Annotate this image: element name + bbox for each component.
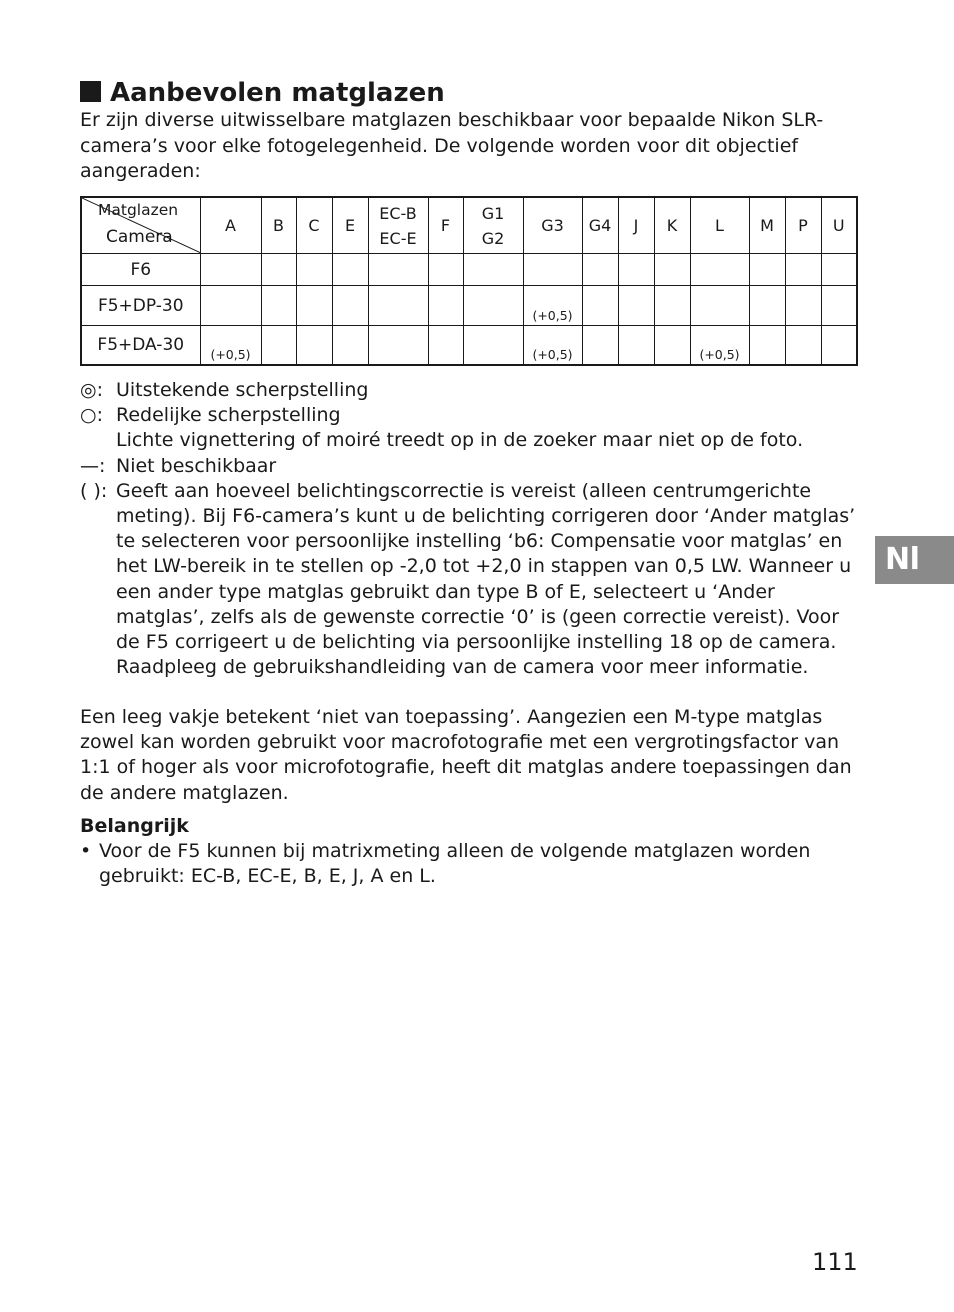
column-header: K [654, 197, 690, 254]
table-cell [261, 326, 296, 366]
table-cell [582, 286, 618, 326]
table-cell [582, 326, 618, 366]
circle-icon: ○: [80, 404, 103, 427]
column-header: E [332, 197, 368, 254]
corner-label-screens: Matglazen [98, 201, 179, 219]
table-cell [428, 254, 463, 286]
table-cell [296, 286, 332, 326]
legend-text: Uitstekende scherpstelling [116, 379, 369, 401]
table-cell [296, 254, 332, 286]
legend-item-unavailable [80, 454, 860, 479]
language-tab: Nl [875, 536, 954, 584]
table-cell [332, 286, 368, 326]
table-cell [690, 254, 749, 286]
legend-symbol: ○ [80, 404, 97, 427]
column-header [368, 197, 428, 254]
column-header: C [296, 197, 332, 254]
column-header: L [690, 197, 749, 254]
table-cell [200, 326, 261, 366]
table-cell [749, 326, 785, 366]
table-cell [749, 254, 785, 286]
table-cell [821, 286, 857, 326]
table-cell [368, 326, 428, 366]
table-cell [428, 286, 463, 326]
legend-symbol: ( ) [80, 479, 101, 502]
correction-note: (+0,5) [532, 347, 573, 362]
legend-item-correction [80, 479, 860, 681]
correction-note: (+0,5) [699, 347, 740, 362]
column-header: B [261, 197, 296, 254]
legend-text: Niet beschikbaar [116, 454, 277, 477]
legend [80, 378, 860, 680]
list-item [80, 839, 860, 889]
heading-square-icon [80, 81, 101, 102]
table-cell [821, 326, 857, 366]
column-header: U [821, 197, 857, 254]
table-cell [618, 286, 654, 326]
column-header: M [749, 197, 785, 254]
column-header: G3 [523, 197, 582, 254]
camera-cell: F5+DA-30 [81, 326, 200, 366]
table-cell [523, 326, 582, 366]
section-heading [80, 76, 445, 110]
legend-symbol: ◎ [80, 379, 97, 401]
body-paragraph: Een leeg vakje betekent ‘niet van toepassing’. Aangezien een M-type matglas zowel kan worden gebruikt voor macrofotografie met een vergrotingsfactor van 1:1 of hoger als voor microfotografie, heeft dit matglas andere toepassingen dan de andere matglazen. [80, 706, 852, 804]
intro-text: Er zijn diverse uitwisselbare matglazen beschikbaar voor bepaalde Nikon SLR-camera’s voor elke fotogelegenheid. De volgende worden voor dit objectief aangeraden: [80, 109, 824, 182]
table-corner-cell [81, 197, 200, 254]
table-row [81, 286, 857, 326]
table-cell [368, 286, 428, 326]
legend-text: Redelijke scherpstelling [116, 404, 341, 427]
bullet-icon: • [80, 840, 92, 862]
table-cell [463, 254, 523, 286]
important-list [80, 839, 860, 889]
table-cell [428, 326, 463, 366]
column-header [463, 197, 523, 254]
column-header-line: G1 [481, 203, 505, 223]
table-cell [785, 326, 821, 366]
corner-label-camera: Camera [106, 227, 173, 247]
correction-note: (+0,5) [210, 347, 251, 362]
table-cell [654, 254, 690, 286]
legend-item-acceptable [80, 403, 860, 428]
table-cell [463, 286, 523, 326]
column-header: P [785, 197, 821, 254]
legend-item-excellent [80, 378, 860, 403]
parentheses-icon: ( ): [80, 479, 108, 502]
table-cell [690, 286, 749, 326]
dash-icon: —: [80, 454, 106, 477]
column-header: J [618, 197, 654, 254]
important-heading: Belangrijk [80, 815, 189, 837]
table-cell [618, 254, 654, 286]
table-cell [618, 326, 654, 366]
table-cell [654, 326, 690, 366]
table-cell [582, 254, 618, 286]
table-row [81, 326, 857, 366]
correction-note: (+0,5) [532, 308, 573, 323]
table-cell [200, 286, 261, 326]
table-cell [785, 254, 821, 286]
column-header: F [428, 197, 463, 254]
table-row [81, 254, 857, 286]
double-circle-icon: ◎: [80, 379, 103, 401]
camera-cell: F6 [81, 254, 200, 286]
table-cell [690, 326, 749, 366]
table-cell [261, 254, 296, 286]
table-cell [463, 326, 523, 366]
section-title: Aanbevolen matglazen [110, 78, 445, 108]
page-number: 111 [812, 1248, 858, 1276]
legend-note: Lichte vignettering of moiré treedt op in de zoeker maar niet op de foto. [116, 429, 804, 452]
table-header-row [81, 197, 857, 254]
table-cell [261, 286, 296, 326]
table-cell [821, 254, 857, 286]
table-cell [785, 286, 821, 326]
column-header-line: G2 [481, 228, 505, 248]
camera-cell: F5+DP-30 [81, 286, 200, 326]
table-cell [296, 326, 332, 366]
column-header: G4 [582, 197, 618, 254]
table-cell [200, 254, 261, 286]
table-cell [749, 286, 785, 326]
table-cell [332, 326, 368, 366]
table-cell [332, 254, 368, 286]
column-header: A [200, 197, 261, 254]
focusing-screen-table [80, 196, 858, 366]
bullet-text: Voor de F5 kunnen bij matrixmeting alleen de volgende matglazen worden gebruikt: EC-B, EC-E, B, E, J, A en L. [99, 840, 811, 888]
table-cell [654, 286, 690, 326]
table-cell [523, 254, 582, 286]
legend-text: Geeft aan hoeveel belichtingscorrectie is vereist (alleen centrumgerichte meting). Bij F6-camera’s kunt u de belichting corrigeren door ‘Ander matglas’ te selecteren voor persoonlijke instelling ‘b6: Compensatie voor matglas’ en het LW-bereik in te stellen op -2,0 tot +2,0 in stappen van 0,5 LW. Wanneer u een ander type matglas gebruikt dan type B of E, selecteert u ‘Ander matglas’, zelfs als de gewenste correctie ‘0’ is (geen correctie vereist). Voor de F5 corrigeert u de belichting via persoonlijke instelling 18 op de camera. Raadpleeg de gebruikshandleiding van de camera voor meer informatie. [116, 479, 856, 679]
table-cell [368, 254, 428, 286]
table-cell [523, 286, 582, 326]
legend-symbol: — [80, 454, 99, 477]
column-header-line: EC-E [379, 228, 417, 248]
column-header-line: EC-B [379, 203, 417, 223]
